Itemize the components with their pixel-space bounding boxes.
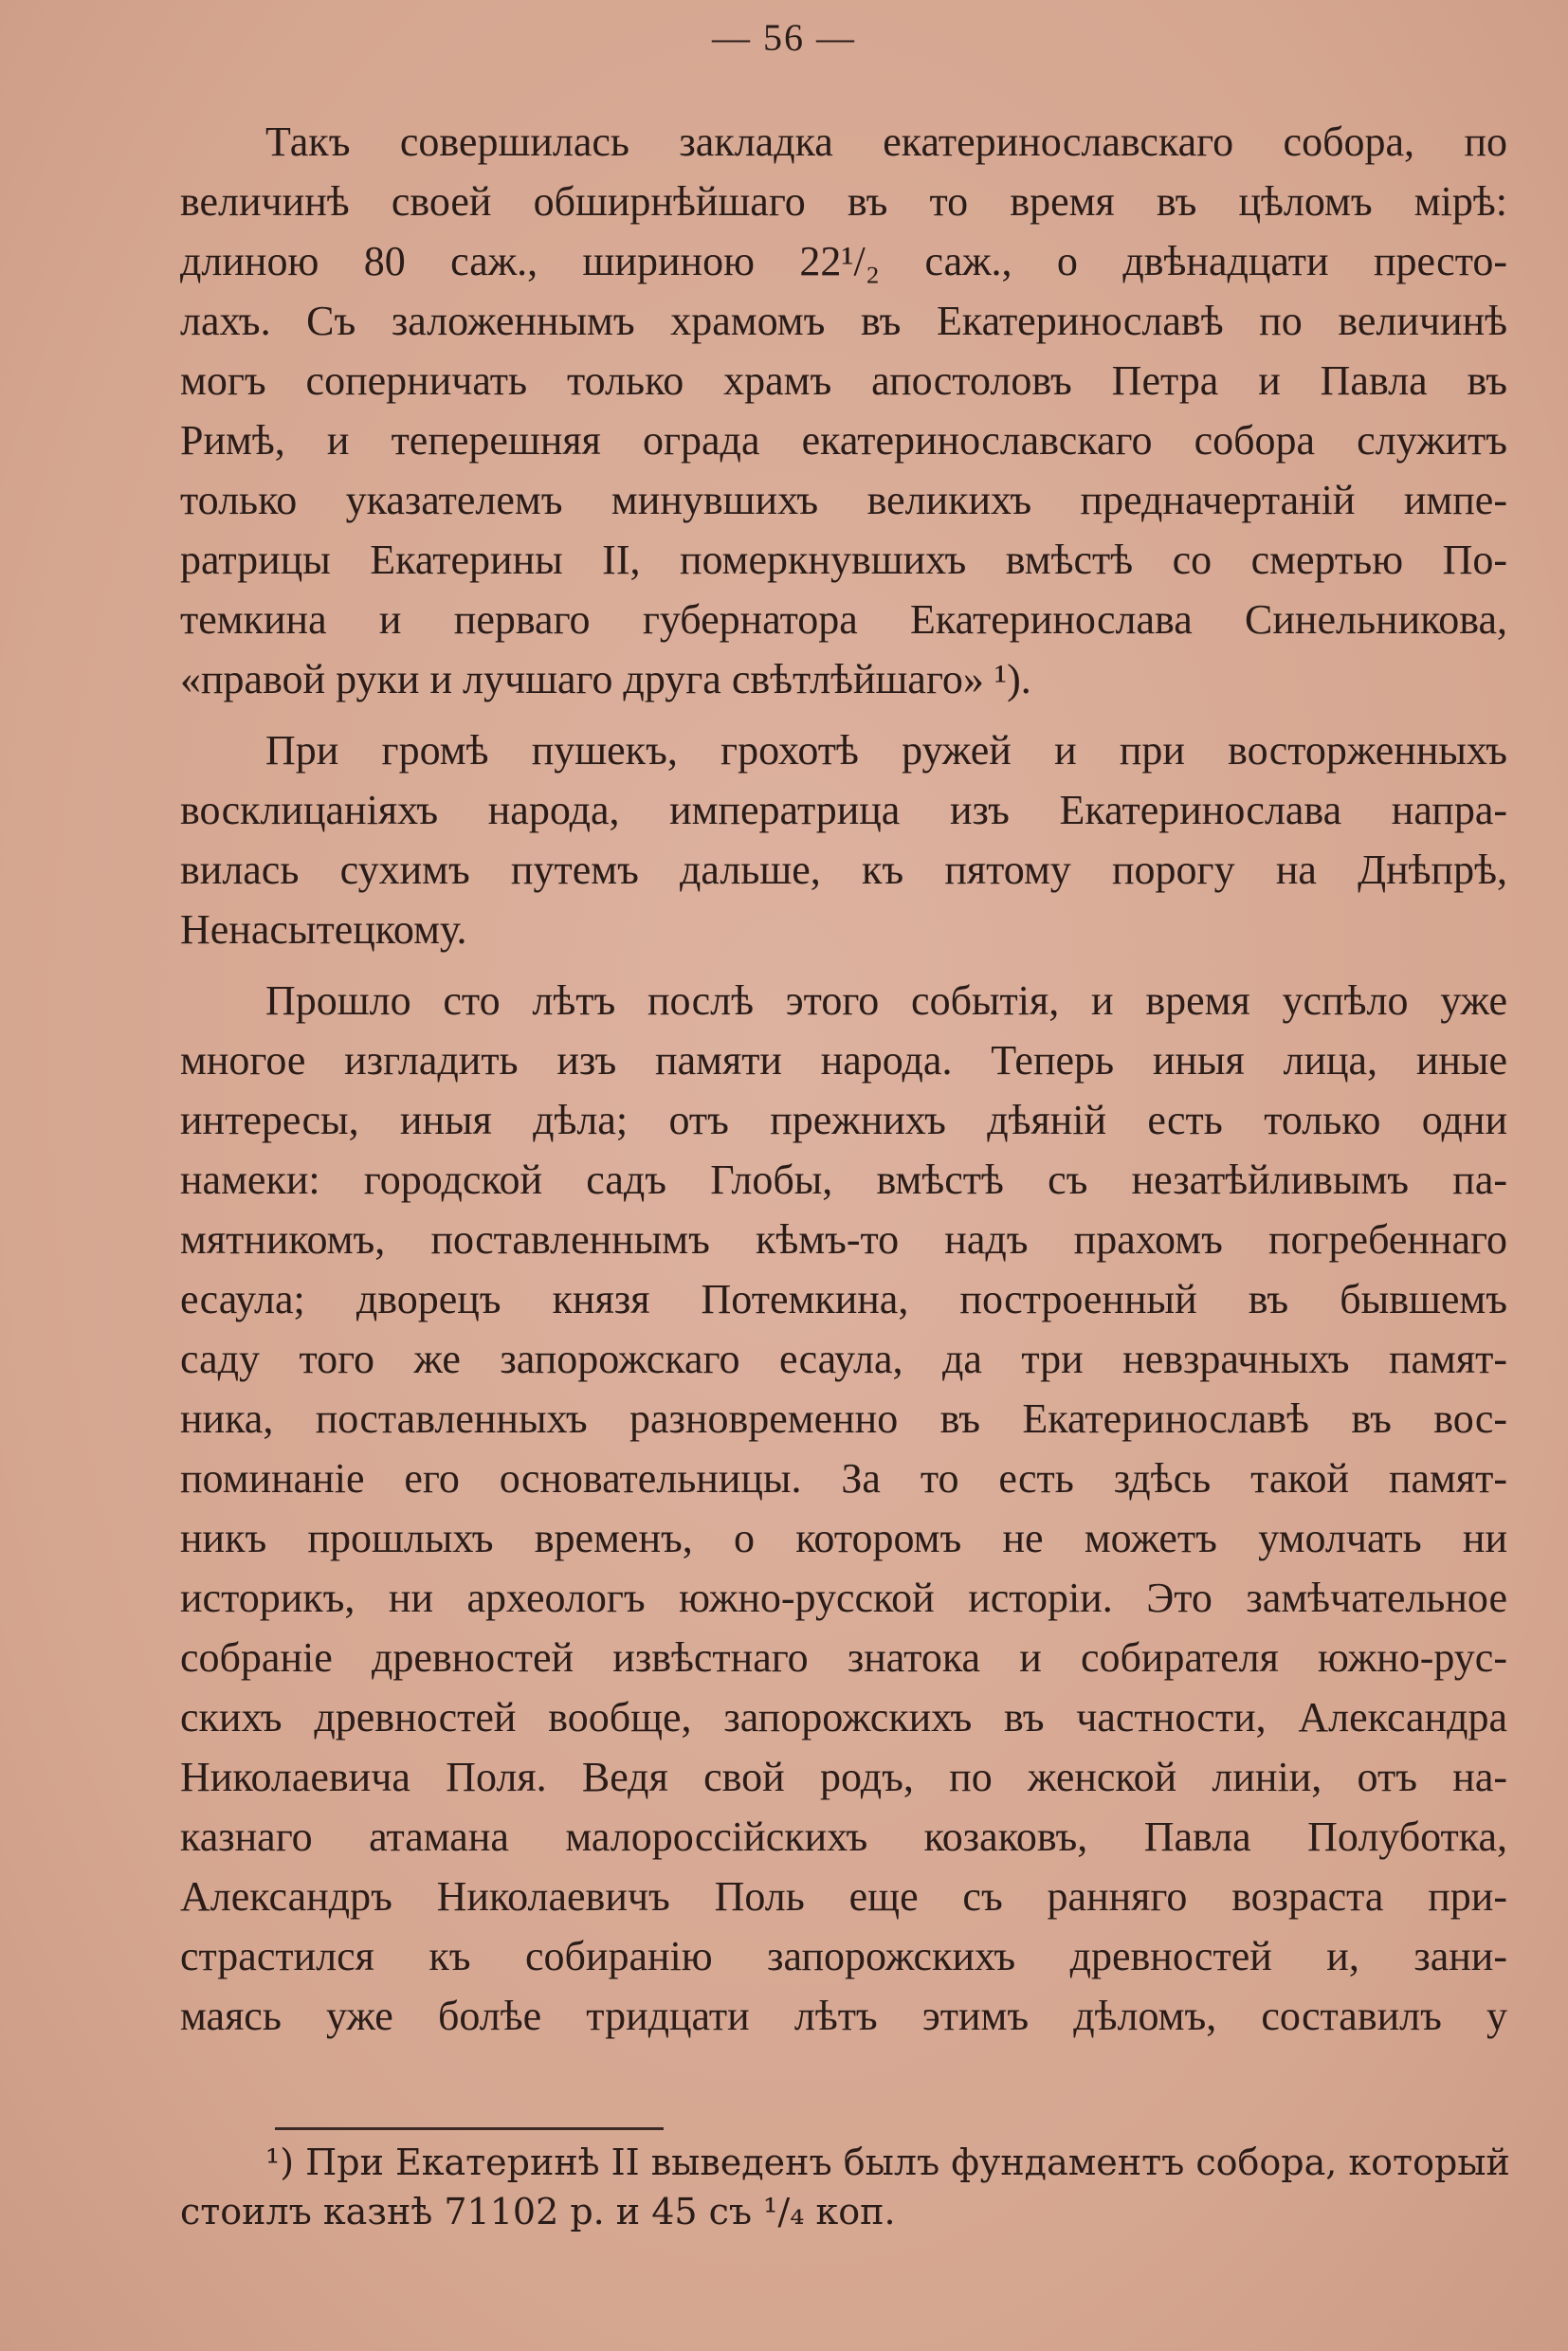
text-line: Николаевича Поля. Ведя свой родъ, по женской линіи, отъ на- (180, 1754, 1507, 1800)
text-line: интересы, иныя дѣла; отъ прежнихъ дѣяній есть только одни (180, 1097, 1507, 1143)
text-line: мятникомъ, поставленнымъ кѣмъ-то надъ прахомъ погребеннаго (180, 1216, 1507, 1263)
text-line: только указателемъ минувшихъ великихъ предначертаній импе- (180, 477, 1507, 523)
text-line: восклицаніяхъ народа, императрица изъ Екатеринослава напра- (180, 787, 1507, 833)
paragraph-3 (180, 971, 1507, 2046)
text-line: ника, поставленныхъ разновременно въ Екатеринославѣ въ вос- (180, 1395, 1507, 1442)
text-line: темкина и перваго губернатора Екатеринослава Синельникова, (180, 596, 1507, 643)
text-line: длиною 80 саж., шириною 22¹/₂ саж., о двѣнадцати престо- (180, 238, 1507, 284)
text-line: казнаго атамана малороссійскихъ козаковъ, Павла Полуботка, (180, 1813, 1507, 1860)
text-line: Александръ Николаевичъ Поль еще съ ранняго возраста при- (180, 1873, 1507, 1920)
text-line: могъ соперничать только храмъ апостоловъ Петра и Павла въ (180, 357, 1507, 404)
text-line: никъ прошлыхъ временъ, о которомъ не можетъ умолчать ни (180, 1515, 1507, 1561)
text-line: «правой руки и лучшаго друга свѣтлѣйшаго» ¹). (180, 656, 1031, 702)
text-line: Такъ совершилась закладка екатеринославскаго собора, по (265, 118, 1507, 165)
text-line: величинѣ своей обширнѣйшаго въ то время въ цѣломъ мірѣ: (180, 178, 1507, 225)
footnote-line: ¹) При Екатеринѣ II выведенъ былъ фундаментъ собора, который (265, 2141, 1510, 2183)
text-line: ратрицы Екатерины II, померкнувшихъ вмѣстѣ со смертью По- (180, 537, 1507, 583)
text-line: поминаніе его основательницы. За то есть здѣсь такой памят- (180, 1455, 1507, 1502)
paragraph-2 (180, 720, 1507, 959)
text-line: есаула; дворецъ князя Потемкина, построенный въ бывшемъ (180, 1276, 1507, 1322)
footnote-divider (275, 2127, 664, 2130)
paragraph-1 (180, 112, 1507, 709)
text-line: скихъ древностей вообще, запорожскихъ въ частности, Александра (180, 1694, 1507, 1740)
body-text (180, 112, 1507, 2046)
page-number: — 56 — (712, 16, 856, 59)
text-line: собраніе древностей извѣстнаго знатока и собирателя южно-рус- (180, 1634, 1507, 1681)
text-line: многое изгладить изъ памяти народа. Теперь иныя лица, иные (180, 1037, 1507, 1084)
footnote (180, 2138, 1510, 2236)
text-line: намеки: городской садъ Глобы, вмѣстѣ съ незатѣйливымъ па- (180, 1157, 1507, 1203)
text-line: маясь уже болѣе тридцати лѣтъ этимъ дѣломъ, составилъ у (180, 1993, 1507, 2039)
text-line: Ненасытецкому. (180, 906, 467, 953)
text-line: лахъ. Съ заложеннымъ храмомъ въ Екатеринославѣ по величинѣ (180, 298, 1507, 344)
text-line: Прошло сто лѣтъ послѣ этого событія, и время успѣло уже (265, 977, 1507, 1024)
text-line: историкъ, ни археологъ южно-русской исторіи. Это замѣчательное (180, 1575, 1507, 1621)
text-line: саду того же запорожскаго есаула, да три невзрачныхъ памят- (180, 1336, 1507, 1382)
text-line: Римѣ, и теперешняя ограда екатеринославскаго собора служитъ (180, 417, 1507, 464)
text-line: При громѣ пушекъ, грохотѣ ружей и при восторженныхъ (265, 727, 1507, 774)
text-line: страстился къ собиранію запорожскихъ древностей и, зани- (180, 1933, 1507, 1979)
text-line: вилась сухимъ путемъ дальше, къ пятому порогу на Днѣпрѣ, (180, 847, 1507, 893)
footnote-line: стоилъ казнѣ 71102 р. и 45 съ ¹/₄ коп. (180, 2191, 896, 2233)
